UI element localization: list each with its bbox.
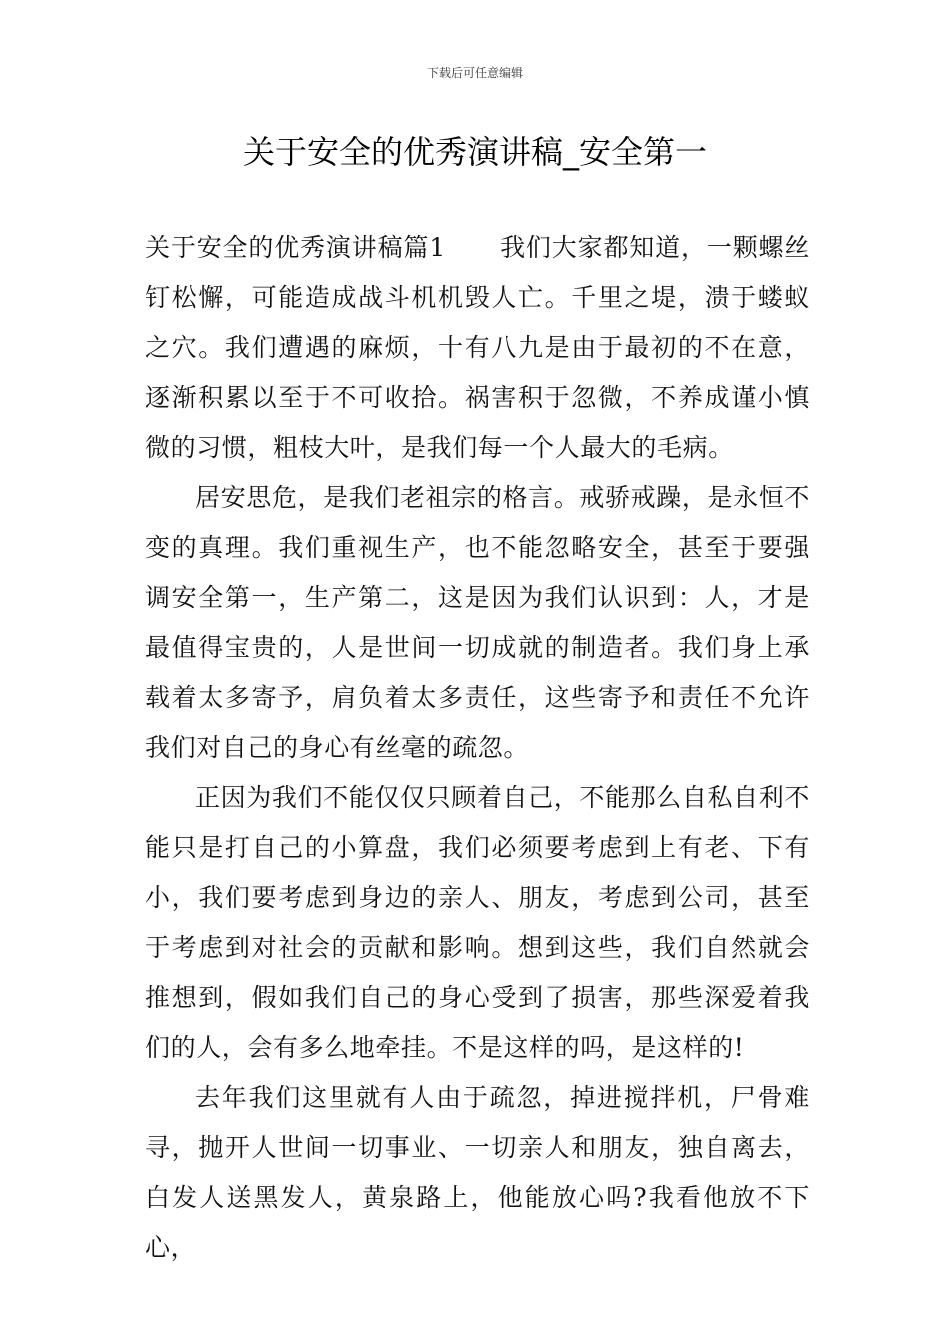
header-note: 下载后可任意编辑 — [426, 66, 523, 80]
section-heading-inline: 关于安全的优秀演讲稿篇1 — [145, 233, 446, 262]
paragraph-4: 去年我们这里就有人由于疏忽，掉进搅拌机，尸骨难寻，抛开人世间一切事业、一切亲人和朋友，独自离去，白发人送黑发人，黄泉路上，他能放心吗?我看他放不下心， — [145, 1083, 810, 1262]
paragraph-1 — [145, 223, 810, 473]
paragraph-2: 居安思危，是我们老祖宗的格言。戒骄戒躁，是永恒不变的真理。我们重视生产，也不能忽略安全，甚至于要强调安全第一，生产第二，这是因为我们认识到：人，才是最值得宝贵的，人是世间一切成就的制造者。我们身上承载着太多寄予，肩负着太多责任，这些寄予和责任不允许我们对自己的身心有丝毫的疏忽。 — [145, 483, 810, 762]
paragraph-3: 正因为我们不能仅仅只顾着自己，不能那么自私自利不能只是打自己的小算盘，我们必须要考虑到上有老、下有小，我们要考虑到身边的亲人、朋友，考虑到公司，甚至于考虑到对社会的贡献和影响。想到这些，我们自然就会推想到，假如我们自己的身心受到了损害，那些深爱着我们的人，会有多么地牵挂。不是这样的吗，是这样的! — [145, 783, 810, 1062]
paragraph-1-text: 我们大家都知道，一颗螺丝钉松懈，可能造成战斗机机毁人亡。千里之堤，溃于蝼蚁之穴。我们遭遇的麻烦，十有八九是由于最初的不在意，逐渐积累以至于不可收拾。祸害积于忽微，不养成谨小慎微的习惯，粗枝大叶，是我们每一个人最大的毛病。 — [145, 233, 810, 462]
document-title: 关于安全的优秀演讲稿_安全第一 — [242, 133, 707, 171]
document-body — [145, 223, 810, 1273]
